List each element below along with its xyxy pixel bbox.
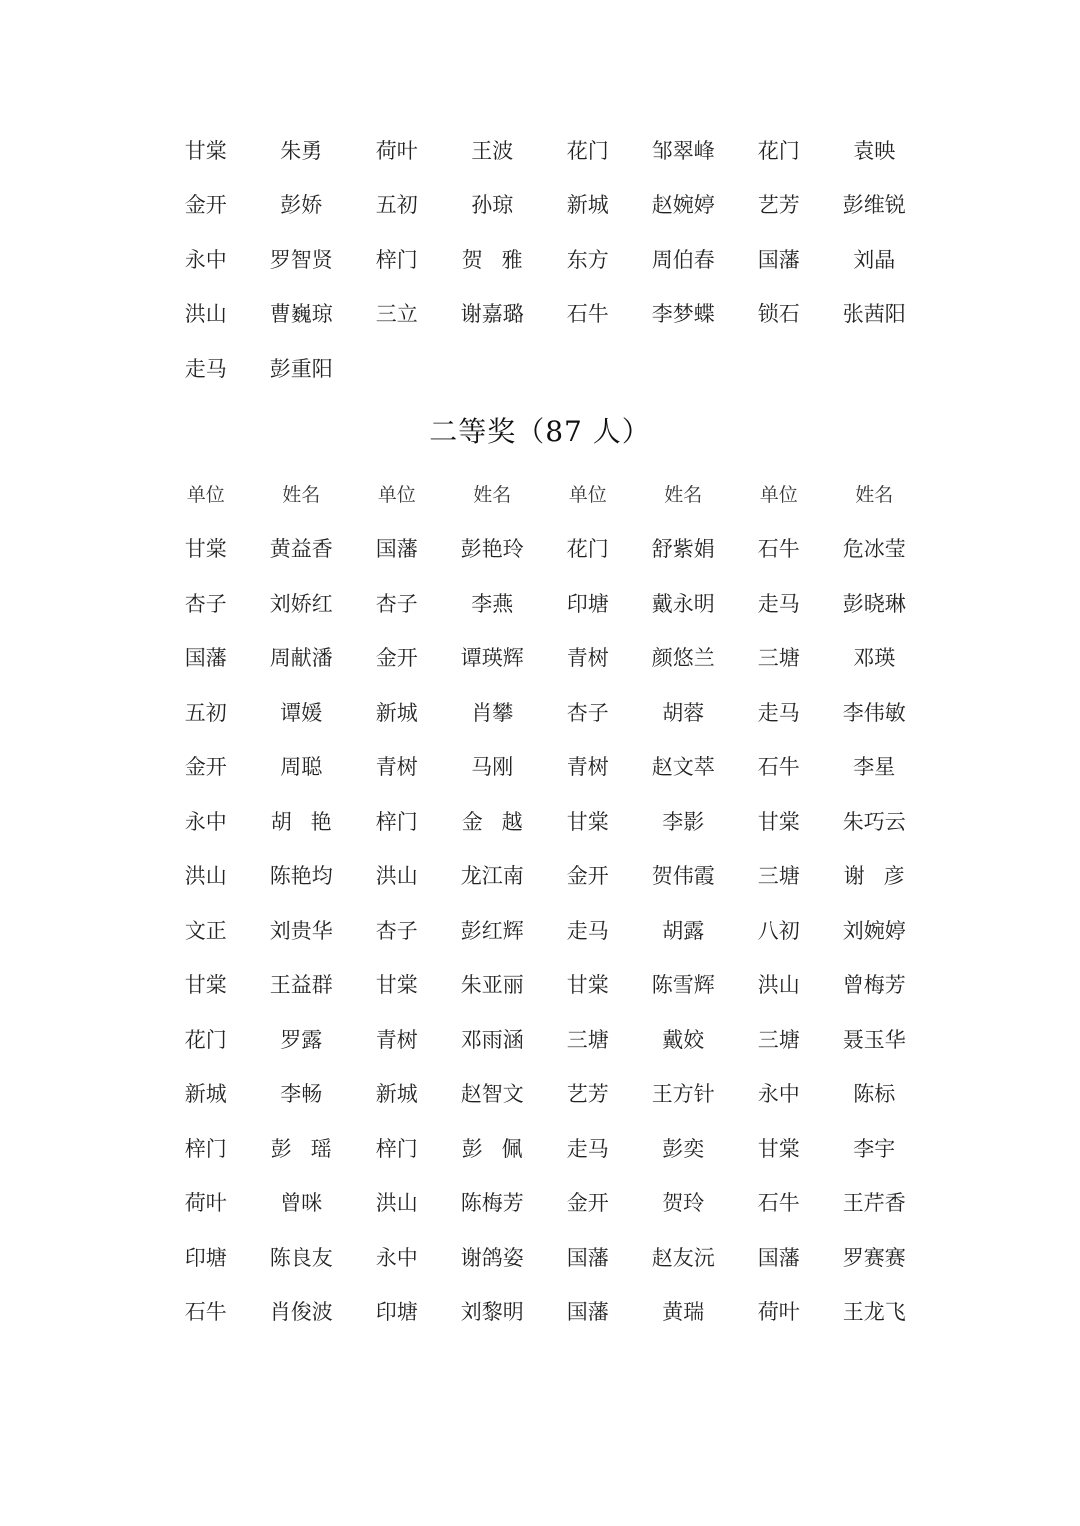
unit-cell: 青树 (566, 755, 609, 780)
name-cell: 胡露 (662, 918, 705, 943)
unit-cell: 永中 (184, 809, 227, 834)
unit-cell: 石牛 (757, 1191, 800, 1216)
unit-cell: 新城 (566, 193, 609, 218)
column-header: 姓名 (664, 483, 703, 506)
name-cell: 贺玲 (662, 1191, 705, 1216)
table-row (158, 1068, 922, 1123)
unit-cell: 杏子 (375, 591, 418, 616)
name-cell: 朱勇 (280, 138, 323, 163)
table-row (158, 795, 922, 850)
name-cell: 舒紫娟 (651, 537, 715, 562)
table-row (158, 1013, 922, 1068)
unit-cell: 甘棠 (566, 809, 609, 834)
unit-cell: 洪山 (184, 864, 227, 889)
table-row (158, 1231, 922, 1286)
unit-cell: 洪山 (375, 1191, 418, 1216)
table-row (158, 1177, 922, 1232)
name-cell: 肖俊波 (269, 1300, 333, 1325)
name-cell: 赵友沅 (651, 1245, 715, 1270)
unit-cell: 甘棠 (184, 973, 227, 998)
unit-cell: 杏子 (566, 700, 609, 725)
name-cell: 刘贵华 (269, 918, 333, 943)
unit-cell: 走马 (757, 700, 800, 725)
name-cell: 李梦蝶 (651, 302, 715, 327)
name-cell: 彭娇 (280, 193, 323, 218)
name-cell: 彭佩 (461, 1136, 542, 1161)
unit-cell: 永中 (184, 247, 227, 272)
name-cell: 王方针 (651, 1082, 715, 1107)
name-cell: 王龙飞 (842, 1300, 906, 1325)
unit-cell: 青树 (566, 646, 609, 671)
name-cell: 陈良友 (269, 1245, 333, 1270)
name-cell: 龙江南 (460, 864, 524, 889)
name-cell: 颜悠兰 (651, 646, 715, 671)
unit-cell: 走马 (757, 591, 800, 616)
name-cell: 刘婉婷 (842, 918, 906, 943)
table-row (158, 124, 922, 179)
name-cell: 陈标 (853, 1082, 896, 1107)
name-cell: 谭瑛辉 (460, 646, 524, 671)
name-cell: 朱亚丽 (460, 973, 524, 998)
name-cell: 彭晓琳 (842, 591, 906, 616)
unit-cell: 甘棠 (375, 973, 418, 998)
name-cell: 危冰莹 (842, 537, 906, 562)
unit-cell: 三塘 (566, 1027, 609, 1052)
unit-cell: 荷叶 (184, 1191, 227, 1216)
unit-cell: 永中 (375, 1245, 418, 1270)
name-cell: 曹巍琼 (269, 302, 333, 327)
unit-cell: 国藩 (184, 646, 227, 671)
table-row (158, 904, 922, 959)
unit-cell: 梓门 (184, 1136, 227, 1161)
unit-cell: 新城 (375, 700, 418, 725)
name-cell: 李宇 (853, 1136, 896, 1161)
name-cell: 贺雅 (461, 247, 542, 272)
name-cell: 黄瑞 (662, 1300, 705, 1325)
name-cell: 陈雪辉 (651, 973, 715, 998)
name-cell: 刘晶 (853, 247, 896, 272)
name-cell: 彭红辉 (460, 918, 524, 943)
unit-cell: 石牛 (566, 302, 609, 327)
name-cell: 周献潘 (269, 646, 333, 671)
unit-cell: 走马 (566, 1136, 609, 1161)
column-header: 姓名 (473, 483, 512, 506)
table-row (158, 577, 922, 632)
name-cell: 陈艳均 (269, 864, 333, 889)
table-row (158, 1122, 922, 1177)
unit-cell: 荷叶 (757, 1300, 800, 1325)
name-cell: 金越 (461, 809, 542, 834)
table-row (158, 632, 922, 687)
unit-cell: 石牛 (184, 1300, 227, 1325)
unit-cell: 甘棠 (184, 138, 227, 163)
unit-cell: 八初 (757, 918, 800, 943)
name-cell: 周聪 (280, 755, 323, 780)
name-cell: 谭媛 (280, 700, 323, 725)
unit-cell: 国藩 (566, 1245, 609, 1270)
unit-cell: 荷叶 (375, 138, 418, 163)
unit-cell: 梓门 (375, 247, 418, 272)
name-cell: 胡艳 (270, 809, 351, 834)
table-row (158, 523, 922, 578)
unit-cell: 洪山 (184, 302, 227, 327)
name-cell: 赵智文 (460, 1082, 524, 1107)
column-header: 姓名 (855, 483, 894, 506)
unit-cell: 三塘 (757, 646, 800, 671)
name-cell: 曾咪 (280, 1191, 323, 1216)
unit-cell: 国藩 (757, 1245, 800, 1270)
column-header: 姓名 (282, 483, 321, 506)
name-cell: 聂玉华 (842, 1027, 906, 1052)
name-cell: 谢嘉璐 (460, 302, 524, 327)
name-cell: 彭奕 (662, 1136, 705, 1161)
table-row (158, 850, 922, 905)
unit-cell: 三立 (375, 302, 418, 327)
name-cell: 李星 (853, 755, 896, 780)
unit-cell: 走马 (566, 918, 609, 943)
unit-cell: 文正 (184, 918, 227, 943)
name-cell: 孙琼 (471, 193, 514, 218)
name-cell: 李燕 (471, 591, 514, 616)
unit-cell: 锁石 (757, 302, 800, 327)
unit-cell: 印塘 (566, 591, 609, 616)
column-header: 单位 (186, 483, 225, 506)
name-cell: 赵文萃 (651, 755, 715, 780)
unit-cell: 艺芳 (757, 193, 800, 218)
unit-cell: 新城 (375, 1082, 418, 1107)
unit-cell: 国藩 (566, 1300, 609, 1325)
unit-cell: 石牛 (757, 537, 800, 562)
table-row (158, 1286, 922, 1341)
name-cell: 谢彦 (843, 864, 924, 889)
name-cell: 曾梅芳 (842, 973, 906, 998)
unit-cell: 杏子 (184, 591, 227, 616)
unit-cell: 梓门 (375, 1136, 418, 1161)
unit-cell: 甘棠 (184, 537, 227, 562)
unit-cell: 甘棠 (757, 809, 800, 834)
unit-cell: 永中 (757, 1082, 800, 1107)
unit-cell: 五初 (184, 700, 227, 725)
column-header: 单位 (759, 483, 798, 506)
unit-cell: 洪山 (757, 973, 800, 998)
table-row (158, 686, 922, 741)
name-cell: 罗智贤 (269, 247, 333, 272)
name-cell: 彭艳玲 (460, 537, 524, 562)
column-header: 单位 (377, 483, 416, 506)
unit-cell: 金开 (184, 755, 227, 780)
unit-cell: 青树 (375, 1027, 418, 1052)
name-cell: 王益群 (269, 973, 333, 998)
second-prize-table (158, 468, 922, 1340)
table-row (158, 959, 922, 1014)
first-prize-table (158, 124, 922, 397)
unit-cell: 花门 (184, 1027, 227, 1052)
unit-cell: 花门 (566, 138, 609, 163)
name-cell: 罗露 (280, 1027, 323, 1052)
column-header: 单位 (568, 483, 607, 506)
name-cell: 马刚 (471, 755, 514, 780)
name-cell: 刘娇红 (269, 591, 333, 616)
name-cell: 邓瑛 (853, 646, 896, 671)
name-cell: 彭维锐 (842, 193, 906, 218)
unit-cell: 花门 (757, 138, 800, 163)
name-cell: 赵婉婷 (651, 193, 715, 218)
name-cell: 彭重阳 (269, 356, 333, 381)
table-header-row (158, 468, 922, 523)
name-cell: 戴永明 (651, 591, 715, 616)
unit-cell: 东方 (566, 247, 609, 272)
unit-cell: 梓门 (375, 809, 418, 834)
name-cell: 戴姣 (662, 1027, 705, 1052)
unit-cell: 印塘 (184, 1245, 227, 1270)
name-cell: 谢鸽姿 (460, 1245, 524, 1270)
name-cell: 邹翠峰 (651, 138, 715, 163)
name-cell: 陈梅芳 (460, 1191, 524, 1216)
second-prize-title: 二等奖（87 人） (429, 415, 651, 448)
name-cell: 李畅 (280, 1082, 323, 1107)
name-cell: 朱巧云 (842, 809, 906, 834)
name-cell: 贺伟霞 (651, 864, 715, 889)
unit-cell: 金开 (566, 864, 609, 889)
name-cell: 胡蓉 (662, 700, 705, 725)
table-row (158, 342, 922, 397)
unit-cell: 五初 (375, 193, 418, 218)
unit-cell: 金开 (375, 646, 418, 671)
name-cell: 周伯春 (651, 247, 715, 272)
name-cell: 肖攀 (471, 700, 514, 725)
table-row (158, 741, 922, 796)
table-row (158, 179, 922, 234)
name-cell: 李影 (662, 809, 705, 834)
name-cell: 王波 (471, 138, 514, 163)
unit-cell: 三塘 (757, 1027, 800, 1052)
unit-cell: 甘棠 (757, 1136, 800, 1161)
name-cell: 彭瑶 (270, 1136, 351, 1161)
unit-cell: 青树 (375, 755, 418, 780)
unit-cell: 印塘 (375, 1300, 418, 1325)
name-cell: 王芹香 (842, 1191, 906, 1216)
unit-cell: 金开 (184, 193, 227, 218)
name-cell: 邓雨涵 (460, 1027, 524, 1052)
table-row (158, 233, 922, 288)
name-cell: 张茜阳 (842, 302, 906, 327)
name-cell: 李伟敏 (842, 700, 906, 725)
unit-cell: 甘棠 (566, 973, 609, 998)
name-cell: 黄益香 (269, 537, 333, 562)
unit-cell: 国藩 (757, 247, 800, 272)
unit-cell: 洪山 (375, 864, 418, 889)
unit-cell: 三塘 (757, 864, 800, 889)
table-row (158, 288, 922, 343)
unit-cell: 艺芳 (566, 1082, 609, 1107)
unit-cell: 新城 (184, 1082, 227, 1107)
unit-cell: 走马 (184, 356, 227, 381)
unit-cell: 金开 (566, 1191, 609, 1216)
unit-cell: 国藩 (375, 537, 418, 562)
name-cell: 袁映 (853, 138, 896, 163)
unit-cell: 花门 (566, 537, 609, 562)
unit-cell: 石牛 (757, 755, 800, 780)
unit-cell: 杏子 (375, 918, 418, 943)
name-cell: 罗赛赛 (842, 1245, 906, 1270)
name-cell: 刘黎明 (460, 1300, 524, 1325)
